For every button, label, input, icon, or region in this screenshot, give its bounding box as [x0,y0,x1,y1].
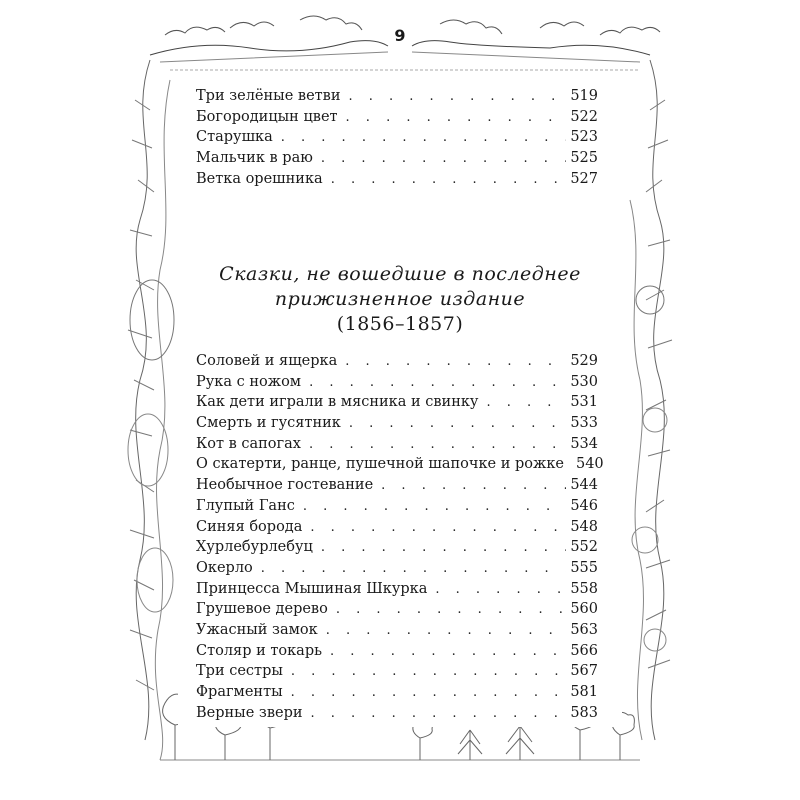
toc-entry [196,148,598,169]
toc-entry-title: Синяя борода [196,518,303,535]
dot-leader [331,170,567,191]
toc-entry-page: 560 [570,601,598,618]
toc-list-top [196,86,598,189]
dot-leader [261,559,567,580]
toc-entry [196,127,598,148]
toc-entry-title: Соловей и ящерка [196,353,338,369]
toc-entry-title: Необычное гостевание [196,477,374,494]
toc-entry [196,86,598,107]
toc-entry-page: 546 [570,497,598,514]
section-heading-years: (1856–1857) [336,313,464,335]
toc-entry [196,169,598,190]
toc-entry-page: 527 [570,170,598,187]
toc-entry-page: 530 [570,373,598,390]
dot-leader [291,683,567,704]
toc-entry-title: Три сестры [196,663,283,680]
toc-entry-title: Столяр и токарь [196,642,323,659]
section-heading-line: Сказки, не вошедшие в последнее [219,263,581,285]
toc-entry-title: О скатерти, ранце, пушечной шапочке и рожке [196,456,564,473]
toc-entry-title: Фрагменты [196,684,283,700]
toc-entry-page: 540 [575,456,604,473]
toc-entry [196,392,598,413]
toc-entry-page: 529 [570,353,598,369]
toc-entry-page: 566 [570,642,598,659]
toc-entry-page: 552 [570,539,598,556]
toc-entry [196,107,598,128]
toc-entry-title: Старушка [196,129,273,146]
section-heading-line: прижизненное издание [274,288,526,310]
toc-entry-title: Принцесса Мышиная Шкурка [196,580,428,597]
toc-entry-page: 522 [570,108,598,125]
toc-entry-page: 525 [570,150,598,167]
toc-entry [196,372,598,393]
toc-entry-page: 558 [570,580,598,597]
dot-leader [291,662,566,683]
toc-entry [196,351,598,372]
toc-entry-title: Рука с ножом [196,373,302,390]
toc-entry [196,703,598,724]
toc-entry-title: Ужасный замок [196,621,318,638]
toc-entry-page: 544 [570,477,598,494]
toc-entry-page: 567 [570,663,598,680]
toc-entry-page: 563 [570,621,598,638]
toc-entry [196,517,598,538]
toc-entry-title: Глупый Ганс [196,497,295,514]
toc-entry-page: 555 [570,559,598,576]
dot-leader [309,373,566,394]
toc-entry-page: 548 [570,518,598,535]
toc-entry [196,454,604,475]
toc-entry [196,496,598,517]
toc-entry-title: Ветка орешника [196,170,323,187]
dot-leader [349,414,566,435]
toc-entry-page: 583 [570,704,598,721]
dot-leader [321,538,566,559]
toc-entry [196,434,598,455]
toc-entry-title: Мальчик в раю [196,150,313,167]
toc-entry-title: Кот в сапогах [196,435,301,452]
dot-leader [345,352,566,373]
toc-entry-title: Три зелёные ветви [196,88,341,104]
toc-entry-page: 519 [570,88,598,104]
dot-leader [336,600,566,621]
dot-leader [303,497,566,518]
toc-entry-title: Смерть и гусятник [196,415,341,432]
toc-entry-page: 581 [570,684,598,700]
toc-entry-page: 523 [570,129,598,146]
toc-entry [196,599,598,620]
dot-leader [309,435,566,456]
dot-leader [381,476,566,497]
toc-entry-title: Богородицын цвет [196,108,338,125]
toc-entry [196,641,598,662]
toc-entry [196,413,598,434]
toc-entry-title: Как дети играли в мясника и свинку [196,394,479,411]
toc-entry-title: Верные звери [196,704,303,721]
toc-entry [196,475,598,496]
toc-list-bottom [196,351,604,723]
toc-entry-title: Хурлебурлебуц [196,539,313,556]
dot-leader [349,87,567,108]
toc-entry [196,579,598,600]
toc-entry-page: 531 [570,394,598,411]
page-number: 9 [394,26,406,45]
dot-leader [326,621,567,642]
dot-leader [310,518,566,539]
dot-leader [281,128,567,149]
toc-entry-title: Грушевое дерево [196,601,328,618]
toc-entry [196,620,598,641]
dot-leader [311,704,567,725]
dot-leader [330,642,566,663]
toc-entry [196,661,598,682]
section-heading [190,262,610,337]
dot-leader [486,393,566,414]
toc-entry [196,558,598,579]
toc-entry-page: 533 [570,415,598,432]
toc-entry [196,682,598,703]
dot-leader [321,149,566,170]
dot-leader [346,108,567,129]
toc-entry [196,537,598,558]
toc-entry-page: 534 [570,435,598,452]
toc-entry-title: Окерло [196,559,253,576]
dot-leader [435,580,566,601]
